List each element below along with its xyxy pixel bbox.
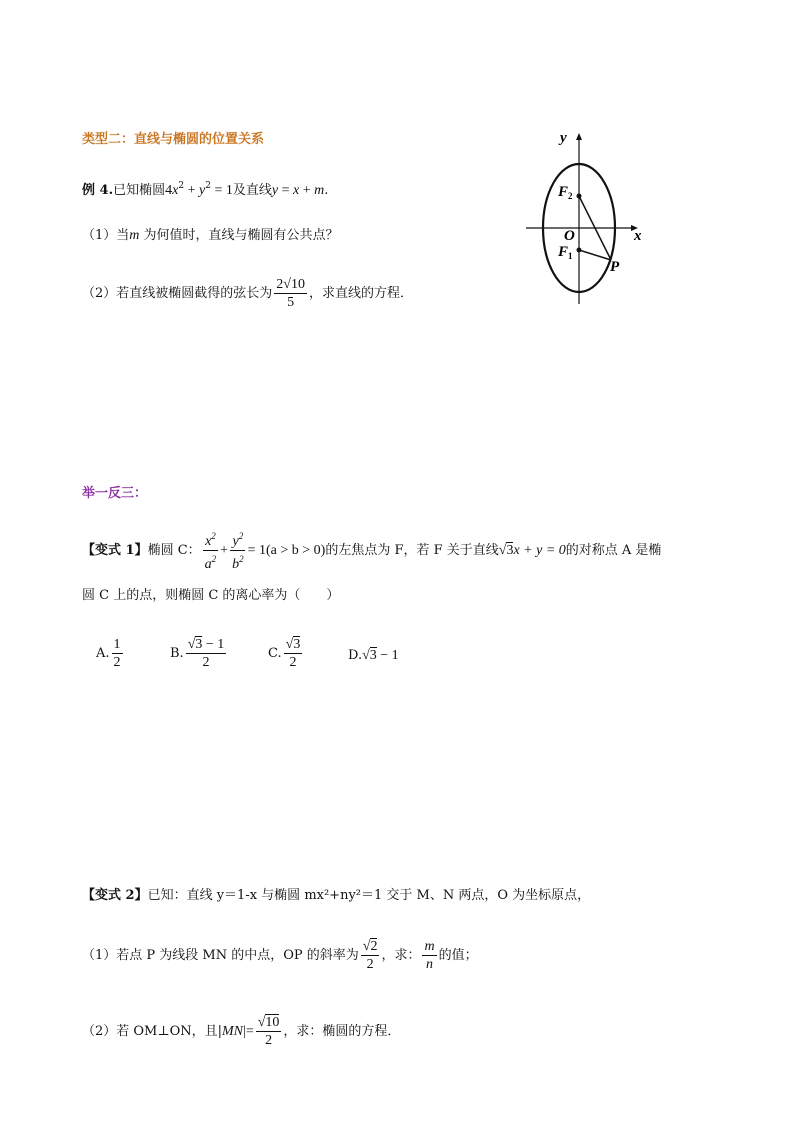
section-title-type-two: 类型二：直线与椭圆的位置关系 [82, 132, 265, 147]
section-title-practice: 举一反三： [82, 486, 148, 501]
point-p-label: P [610, 259, 620, 275]
mn-length-fraction: $\frac{√10}{2}$ [257, 1015, 280, 1048]
y-axis-arrow [576, 133, 582, 140]
example-4-question-1: （1）当m 为何值时，直线与椭圆有公共点？ [82, 228, 339, 243]
x2-over-a2: $\frac{x^2}{a^2}$ [203, 528, 219, 573]
y-axis-label: y [560, 130, 567, 146]
slope-fraction: $\frac{√2}{2}$ [362, 939, 378, 972]
example-4-statement: 例 4.已知椭圆$4x^2 + y^2 = 1$及直线y = x + m. [82, 181, 329, 198]
ellipse-figure [520, 128, 650, 308]
example-label: 例 4. [82, 183, 114, 198]
m-over-n-fraction: $\frac{m}{n}$ [424, 939, 435, 972]
option-d: D.√3 − 1 [348, 648, 399, 663]
x-axis-label: x [634, 228, 642, 244]
variant-1-statement-line-2: 圆 C 上的点，则椭圆 C 的离心率为（ ） [82, 588, 340, 603]
variant-2-label: 【变式 2】 [82, 888, 148, 903]
variant-1-statement: 【变式 1】椭圆 C： $\frac{x^2}{a^2}$ + $\frac{y^2}{b^2}$ = 1(a > b > 0)的左焦点为 F，若 F 关于直线√3x + y = 0的对称点 A 是椭 [82, 528, 661, 573]
variant-1-label: 【变式 1】 [82, 543, 148, 558]
chord-length-fraction: $\frac{2√10}{5}$ [276, 277, 305, 310]
origin-label: O [564, 228, 575, 244]
focus-f2-point [577, 194, 582, 199]
focus-f2-label: $F_2$ [558, 184, 573, 201]
option-a: A. $\frac{1}{2}$ [96, 637, 121, 670]
variant-2-statement: 【变式 2】已知：直线 y＝1-x 与椭圆 mx²+ny²＝1 交于 M、N 两点，O 为坐标原点， [82, 888, 591, 903]
option-b: B. $\frac{√3 - 1}{2}$ [170, 637, 225, 670]
option-c: C. $\frac{√3}{2}$ [268, 637, 301, 670]
focus-f1-point [577, 248, 582, 253]
example-4-question-2: （2）若直线被椭圆截得的弦长为 $\frac{2√10}{5}$ ，求直线的方程． [82, 277, 413, 310]
focus-f1-label: $F_1$ [558, 244, 573, 261]
y2-over-b2: $\frac{y^2}{b^2}$ [230, 528, 246, 573]
variant-2-question-1: （1）若点 P 为线段 MN 的中点，OP 的斜率为 $\frac{√2}{2}$ ，求： $\frac{m}{n}$ 的值； [82, 939, 478, 972]
variant-2-question-2: （2）若 OM⊥ON，且|MN|= $\frac{√10}{2}$ ，求：椭圆的方程． [82, 1015, 401, 1048]
